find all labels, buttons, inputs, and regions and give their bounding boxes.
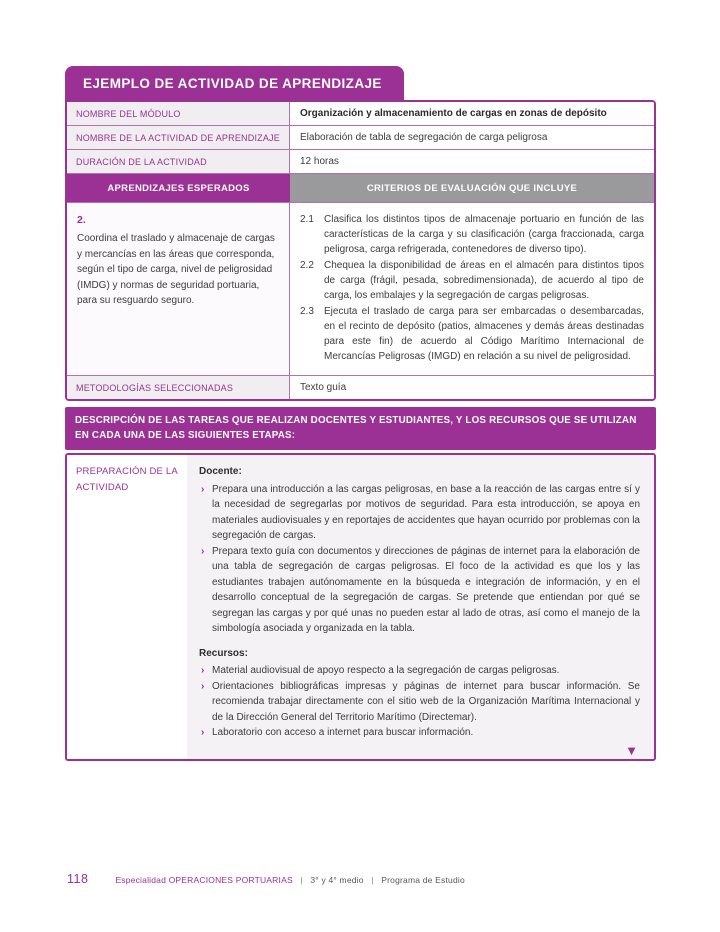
stage-content-cell [187,455,654,759]
module-name-value: Organización y almacenamiento de cargas en zonas de depósito [290,102,654,125]
footer-program: Programa de Estudio [381,875,465,885]
bullet-icon: › [201,727,205,739]
criteria-text: Clasifica los distintos tipos de almacenaje portuario en función de las características de la carga y su clasificación (carga fraccionada, carga peligrosa, carga refrigerada, contenedores de diverso tipo). [324,214,644,255]
learning-number: 2. [77,214,86,226]
bullet-icon: › [201,483,205,495]
criteria-number: 2.2 [300,260,314,271]
teacher-heading: Docente: [199,466,242,478]
evaluation-criteria-header: CRITERIOS DE EVALUACIÓN QUE INCLUYE [290,174,654,202]
list-item [199,725,640,741]
list-item [199,679,640,726]
duration-label: DURACIÓN DE LA ACTIVIDAD [67,150,290,173]
table-row [67,125,654,149]
page-number: 118 [67,872,89,886]
methodologies-label: METODOLOGÍAS SELECCIONADAS [67,376,290,399]
stage-name-label: PREPARACIÓN DE LA ACTIVIDAD [67,455,187,759]
list-item-text: Prepara texto guía con documentos y direcciones de páginas de internet para la elaboración de una tabla de segregación de cargas peligrosas. El foco de la actividad es que los y las estudiantes trabajen autónomamente en la búsqueda e integración de información, y en el desarrollo conceptual de la segregación de cargas. Se pretende que entiendan por qué se segregan las cargas y por qué unas no pueden estar al lado de otras, así como el manejo de la simbología asociada y organizada en la tabla. [212,545,640,635]
table-row [67,375,654,399]
footer-separator: | [371,875,374,885]
list-item-text: Material audiovisual de apoyo respecto a la segregación de cargas peligrosas. [212,665,560,677]
learning-text: Coordina el traslado y almacenaje de cargas y mercancías en las áreas que corresponda, según el tipo de carga, nivel de peligrosidad (IMDG) y normas de seguridad portuaria, para su resguardo seguro. [77,233,275,307]
expected-learnings-header: APRENDIZAJES ESPERADOS [67,174,290,202]
criteria-number: 2.3 [300,306,314,317]
list-item-text: Orientaciones bibliográficas impresas y páginas de internet para buscar información. Se recomienda trabajar directamente con el sitio web de la Organización Marítima Internacional y de la Dirección General del Territorio Marítimo (Directemar). [212,680,640,723]
criteria-text: Ejecuta el traslado de carga para ser embarcadas o desembarcadas, en el recinto de depósito (patios, almacenes y demás áreas destinadas para este fin) de acuerdo al Código Marítimo Internacional de Mercancías Peligrosas (IMGD) en relación a su nivel de peligrosidad. [324,306,644,362]
criteria-cell [290,203,654,375]
list-item-text: Prepara una introducción a las cargas peligrosas, en base a la reacción de las cargas entre sí y la necesidad de segregarlas por motivos de seguridad. Para esta introducción, se apoya en materiales audiovisuales y en reportajes de accidentes que hayan ocurrido por problemas con la segregación de cargas. [212,483,640,542]
bullet-icon: › [201,680,205,692]
table-row [67,102,654,125]
criteria-number: 2.1 [300,214,314,225]
criteria-item [300,212,644,257]
resources-heading: Recursos: [199,647,248,659]
expected-learning-cell [67,203,290,375]
module-name-label: NOMBRE DEL MÓDULO [67,102,290,125]
bullet-icon: › [201,545,205,557]
learning-criteria-row [67,202,654,375]
criteria-item [300,258,644,303]
tasks-description-banner: DESCRIPCIÓN DE LAS TAREAS QUE REALIZAN DOCENTES Y ESTUDIANTES, Y LOS RECURSOS QUE SE UTILIZAN EN CADA UNA DE LAS SIGUIENTES ETAPAS: [65,407,656,450]
stage-table [65,453,656,761]
footer-separator: | [300,875,303,885]
footer-grade: 3° y 4° medio [310,875,364,885]
activity-name-value: Elaboración de tabla de segregación de carga peligrosa [290,126,654,149]
section-tab-title: EJEMPLO DE ACTIVIDAD DE APRENDIZAJE [65,66,404,100]
bullet-icon: › [201,665,205,677]
methodologies-value: Texto guía [290,376,654,399]
continuation-arrow-icon: ▼ [625,742,638,758]
activity-name-label: NOMBRE DE LA ACTIVIDAD DE APRENDIZAJE [67,126,290,149]
list-item [199,482,640,544]
criteria-text: Chequea la disponibilidad de áreas en el almacén para distintos tipos de carga (frágil, pesada, sobredimensionada), de acuerdo al tipo de carga, los embalajes y la segregación de cargas peligrosas. [324,260,644,301]
table-row [67,149,654,173]
list-item [199,663,640,679]
table-header-row [67,173,654,202]
list-item-text: Laboratorio con acceso a internet para buscar información. [212,727,474,739]
content-column [65,66,656,761]
duration-value: 12 horas [290,150,654,173]
footer-specialty: Especialidad OPERACIONES PORTUARIAS [115,875,293,885]
activity-table [65,100,656,401]
criteria-item [300,304,644,364]
footer-meta [115,875,464,885]
page-footer [67,872,667,886]
list-item [199,544,640,637]
